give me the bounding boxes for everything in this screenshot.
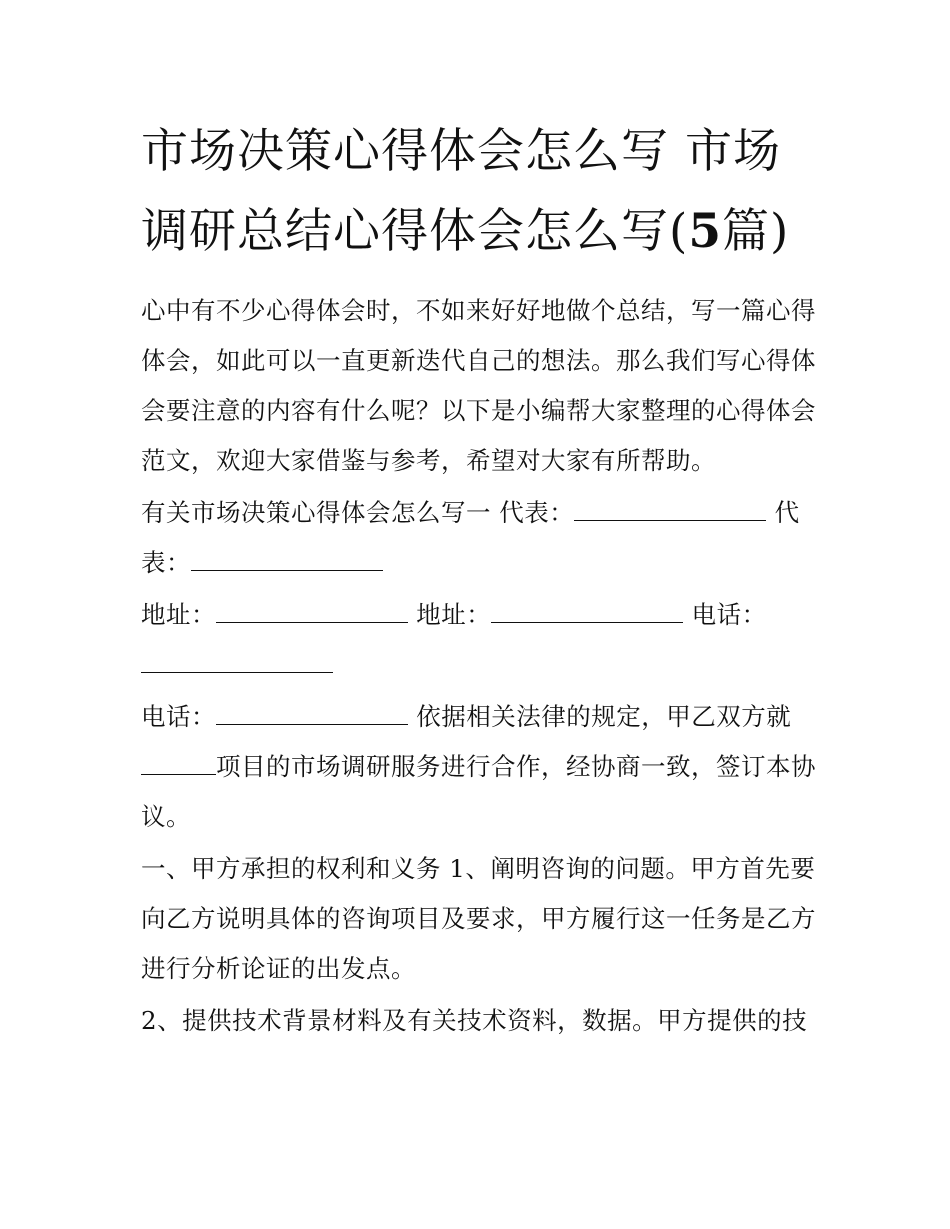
document-body [141,112,821,1046]
section-heading: 有关市场决策心得体会怎么写一 [141,498,491,527]
party-info-addresses [141,590,821,690]
address-label-b: 地址： [416,600,492,629]
agreement-prefix: 依据相关法律的规定，甲乙双方就 [416,702,792,731]
representative-blank-b [191,543,383,571]
representative-blank-a [574,493,766,521]
clause-1: 一、甲方承担的权利和义务 1、阐明咨询的问题。甲方首先要向乙方说明具体的咨询项目及要求，甲方履行这一任务是乙方进行分析论证的出发点。 [141,854,816,983]
representative-label-b: 代表： [141,498,800,577]
intro-paragraph: 心中有不少心得体会时，不如来好好地做个总结，写一篇心得体会，如此可以一直更新迭代自己的想法。那么我们写心得体会要注意的内容有什么呢？以下是小编帮大家整理的心得体会范文，欢迎大家借鉴与参考，希望对大家有所帮助。 [141,296,816,475]
phone-blank-a [141,645,333,673]
agreement-suffix: 项目的市场调研服务进行合作，经协商一致，签订本协议。 [141,752,816,831]
phone-blank-b [216,697,408,725]
title-suffix: 篇) [722,204,790,259]
clause-2: 2、提供技术背景材料及有关技术资料，数据。甲方提供的技 [141,1006,808,1035]
representative-label-a: 代表： [499,498,575,527]
address-blank-a [216,595,408,623]
phone-label-a: 电话： [691,600,767,629]
project-blank [141,747,216,775]
document-title [141,112,821,272]
address-blank-b [491,595,683,623]
party-info-representatives [141,488,821,588]
title-text: 市场决策心得体会怎么写 市场调研总结心得体会怎么写( [141,124,781,259]
address-label-a: 地址： [141,600,216,629]
phone-label-b: 电话： [141,702,216,731]
title-number: 5 [688,204,723,259]
agreement-paragraph [141,692,821,842]
